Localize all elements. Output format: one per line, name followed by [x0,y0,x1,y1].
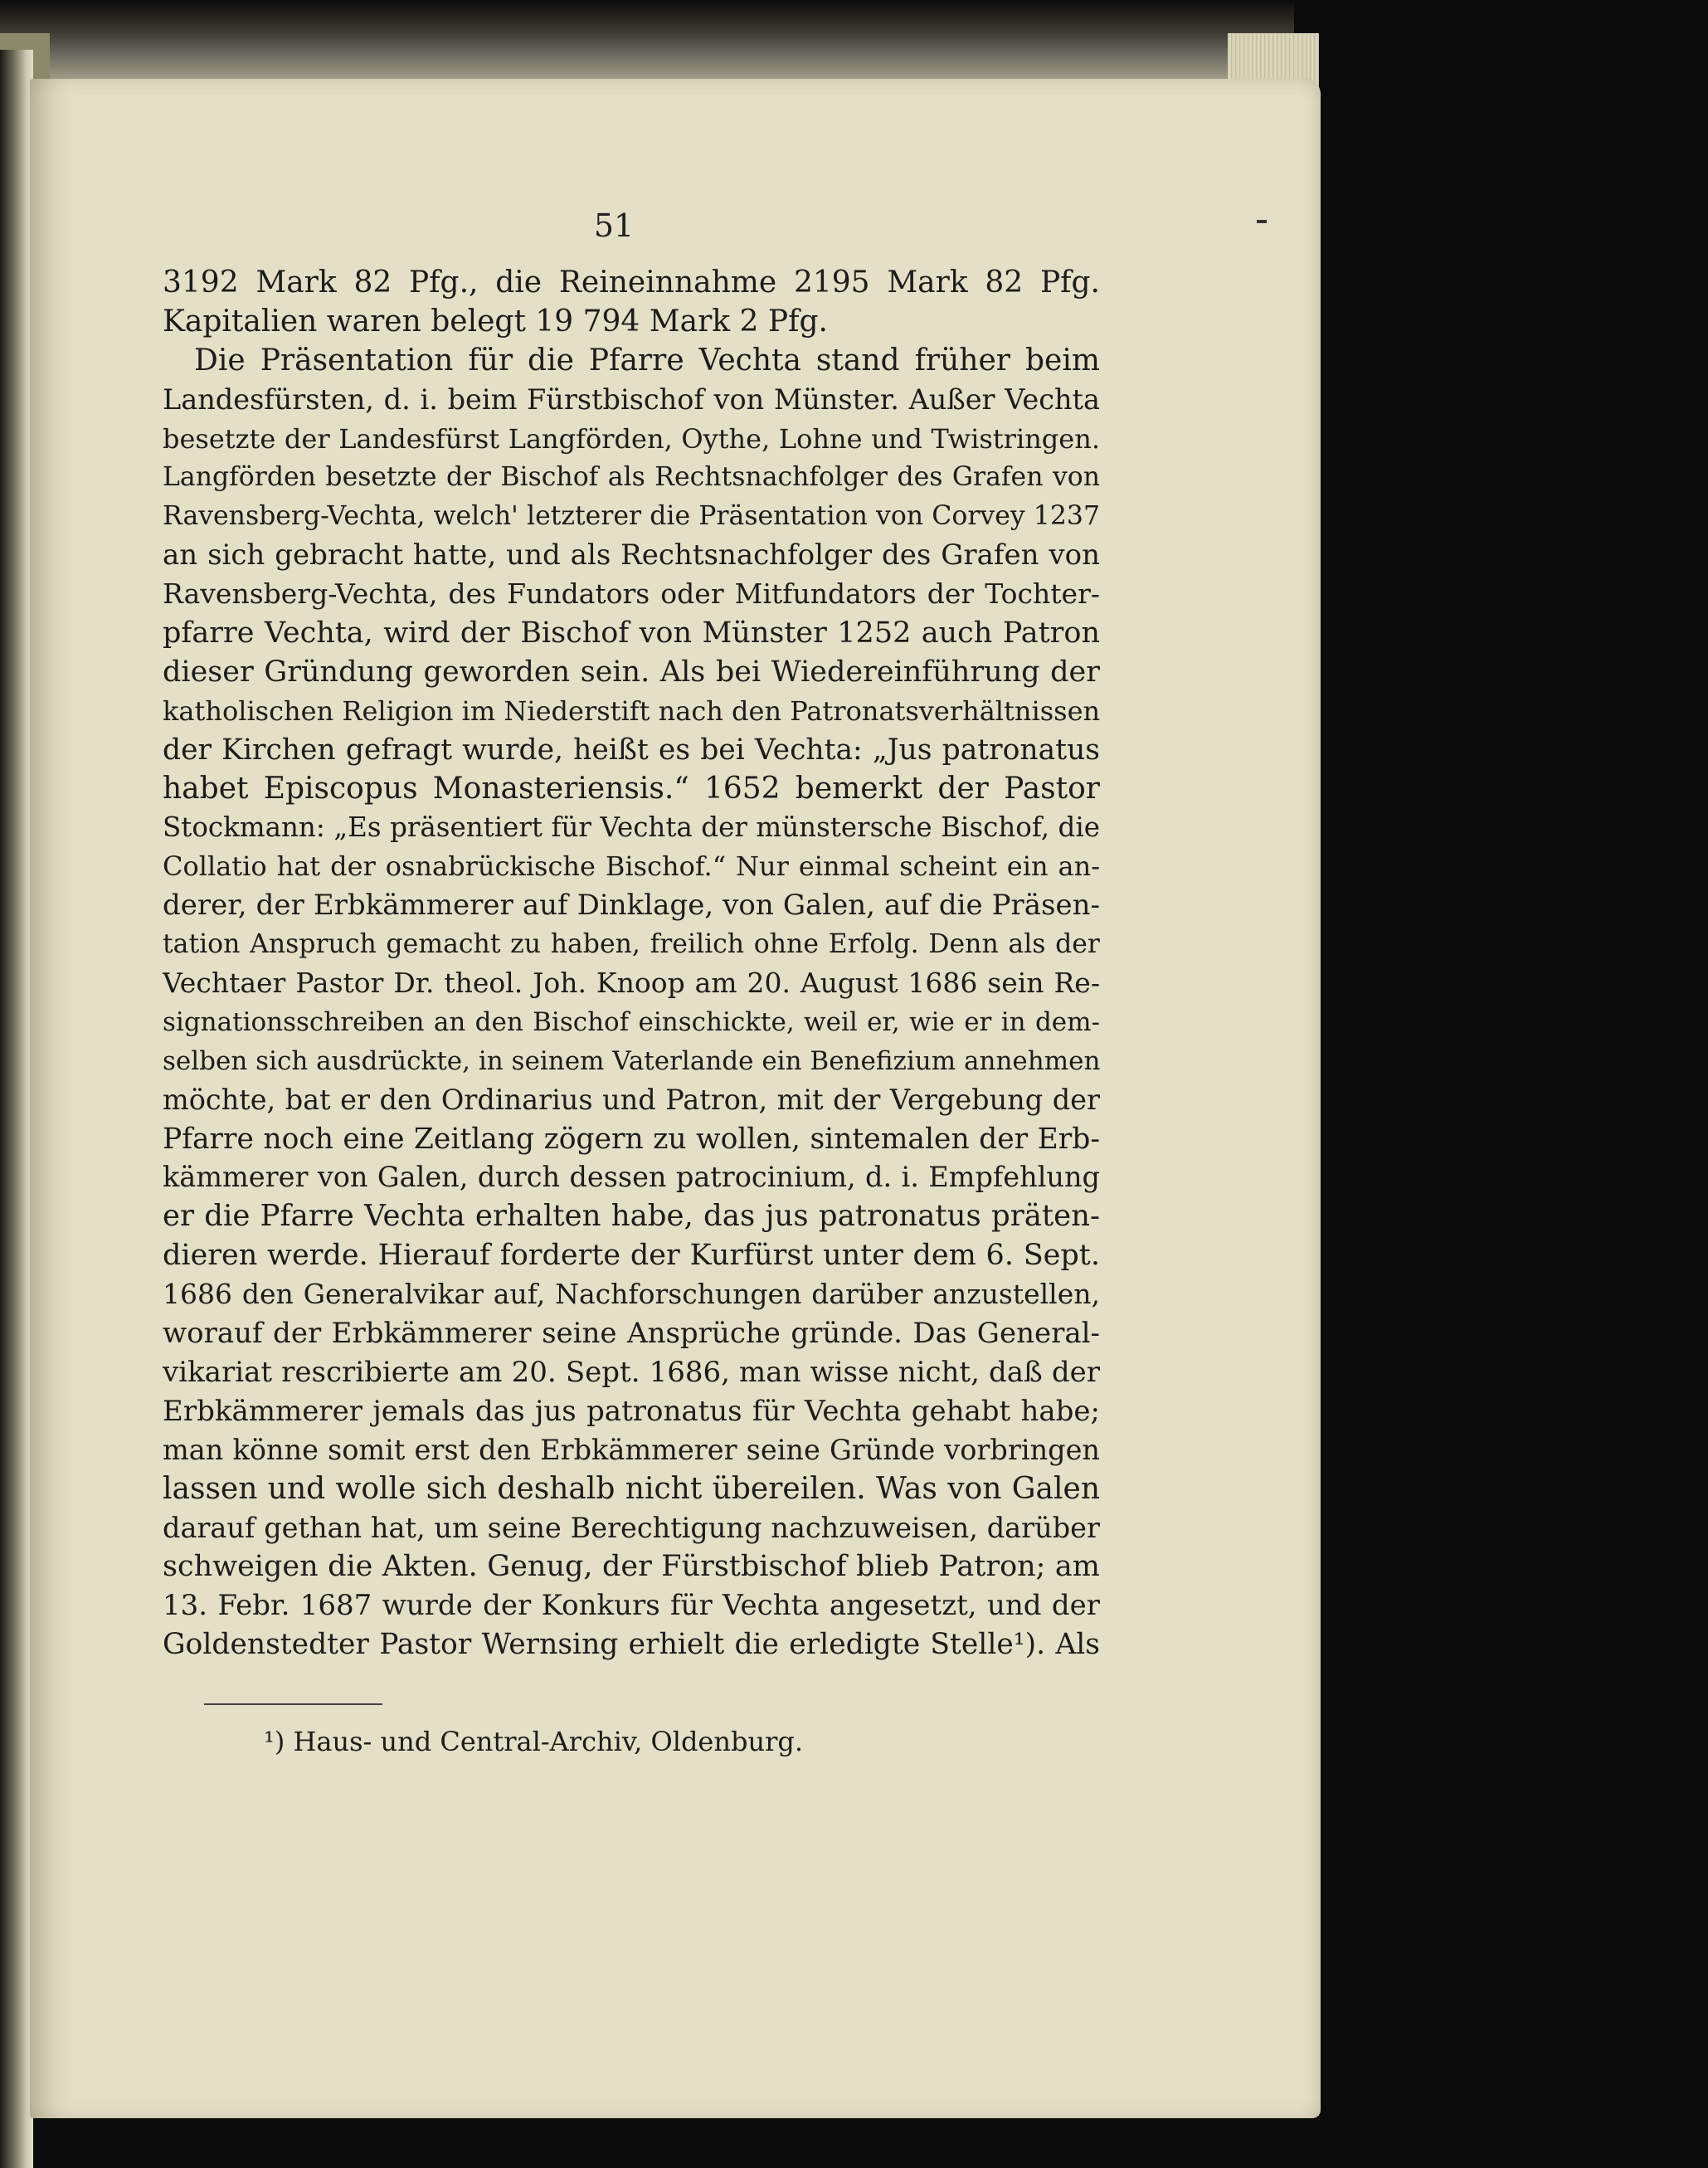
book-top-edge [0,0,1294,91]
text-line: Landesfürsten, d. i. beim Fürstbischof von Münster. Außer Vechta [163,382,1100,416]
text-line: katholischen Religion im Niederstift nach den Patronatsverhältnissen [163,694,1100,727]
text-line: selben sich ausdrückte, in seinem Vaterlande ein Benefizium annehmen [163,1045,1100,1076]
text-line: Vechtaer Pastor Dr. theol. Joh. Knoop am 20. August 1686 sein Re- [163,967,1100,1000]
text-line: 1686 den Generalvikar auf, Nachforschungen darüber anzustellen, [163,1278,1100,1311]
text-line: Langförden besetzte der Bischof als Rechtsnachfolger des Grafen von [163,462,1100,493]
text-line: signationsschreiben an den Bischof einschickte, weil er, wie er in dem- [163,1006,1100,1037]
text-line: an sich gebracht hatte, und als Rechtsnachfolger des Grafen von [163,538,1100,572]
margin-mark [1257,220,1267,223]
page-number: 51 [593,207,635,244]
text-line: derer, der Erbkämmerer auf Dinklage, von Galen, auf die Präsen- [163,889,1100,923]
text-line: Kapitalien waren belegt 19 794 Mark 2 Pfg. [163,304,828,339]
text-line: vikariat rescribierte am 20. Sept. 1686, man wisse nicht, daß der [163,1355,1100,1389]
text-line: lassen und wolle sich deshalb nicht übereilen. Was von Galen [163,1471,1100,1506]
text-line: besetzte der Landesfürst Langförden, Oythe, Lohne und Twistringen. [163,422,1100,455]
text-line: dieren werde. Hierauf forderte der Kurfürst unter dem 6. Sept. [163,1239,1100,1273]
text-line: Goldenstedter Pastor Wernsing erhielt die erledigte Stelle¹). Als [163,1628,1100,1662]
body-text [163,264,1100,1664]
text-line: man könne somit erst den Erbkämmerer seine Gründe vorbringen [163,1433,1100,1466]
text-line: Die Präsentation für die Pfarre Vechta stand früher beim [194,343,1100,378]
book-spine [0,50,33,2168]
text-line: Ravensberg-Vechta, des Fundators oder Mitfundators der Tochter- [163,577,1100,611]
text-line: Pfarre noch eine Zeitlang zögern zu wollen, sintemalen der Erb- [163,1122,1100,1156]
text-line: darauf gethan hat, um seine Berechtigung nachzuweisen, darüber [163,1511,1100,1544]
text-line: pfarre Vechta, wird der Bischof von Münster 1252 auch Patron [163,616,1100,650]
footnote: ¹) Haus- und Central-Archiv, Oldenburg. [264,1726,804,1757]
text-line: habet Episcopus Monasteriensis.“ 1652 bemerkt der Pastor [163,771,1100,806]
text-line: Stockmann: „Es präsentiert für Vechta der münstersche Bischof, die [163,811,1100,844]
text-line: Ravensberg-Vechta, welch' letzterer die Präsentation von Corvey 1237 [163,501,1100,532]
text-line: Erbkämmerer jemals das jus patronatus für Vechta gehabt habe; [163,1394,1100,1428]
text-line: 13. Febr. 1687 wurde der Konkurs für Vechta angesetzt, und der [163,1589,1100,1623]
text-line: schweigen die Akten. Genug, der Fürstbischof blieb Patron; am [163,1550,1100,1584]
text-line: 3192 Mark 82 Pfg., die Reineinnahme 2195 Mark 82 Pfg. [163,266,1100,300]
text-line: er die Pfarre Vechta erhalten habe, das jus patronatus präten- [163,1199,1100,1234]
text-line: der Kirchen gefragt wurde, heißt es bei Vechta: „Jus patronatus [163,733,1100,767]
text-line: kämmerer von Galen, durch dessen patrocinium, d. i. Empfehlung [163,1161,1100,1194]
footnote-rule [204,1703,382,1705]
text-line: möchte, bat er den Ordinarius und Patron, mit der Vergebung der [163,1083,1100,1116]
text-line: worauf der Erbkämmerer seine Ansprüche gründe. Das General- [163,1317,1100,1351]
text-line: dieser Gründung geworden sein. Als bei Wiedereinführung der [163,655,1100,689]
text-line: tation Anspruch gemacht zu haben, freilich ohne Erfolg. Denn als der [163,929,1100,960]
text-line: Collatio hat der osnabrückische Bischof.“ Nur einmal scheint ein an- [163,850,1100,883]
